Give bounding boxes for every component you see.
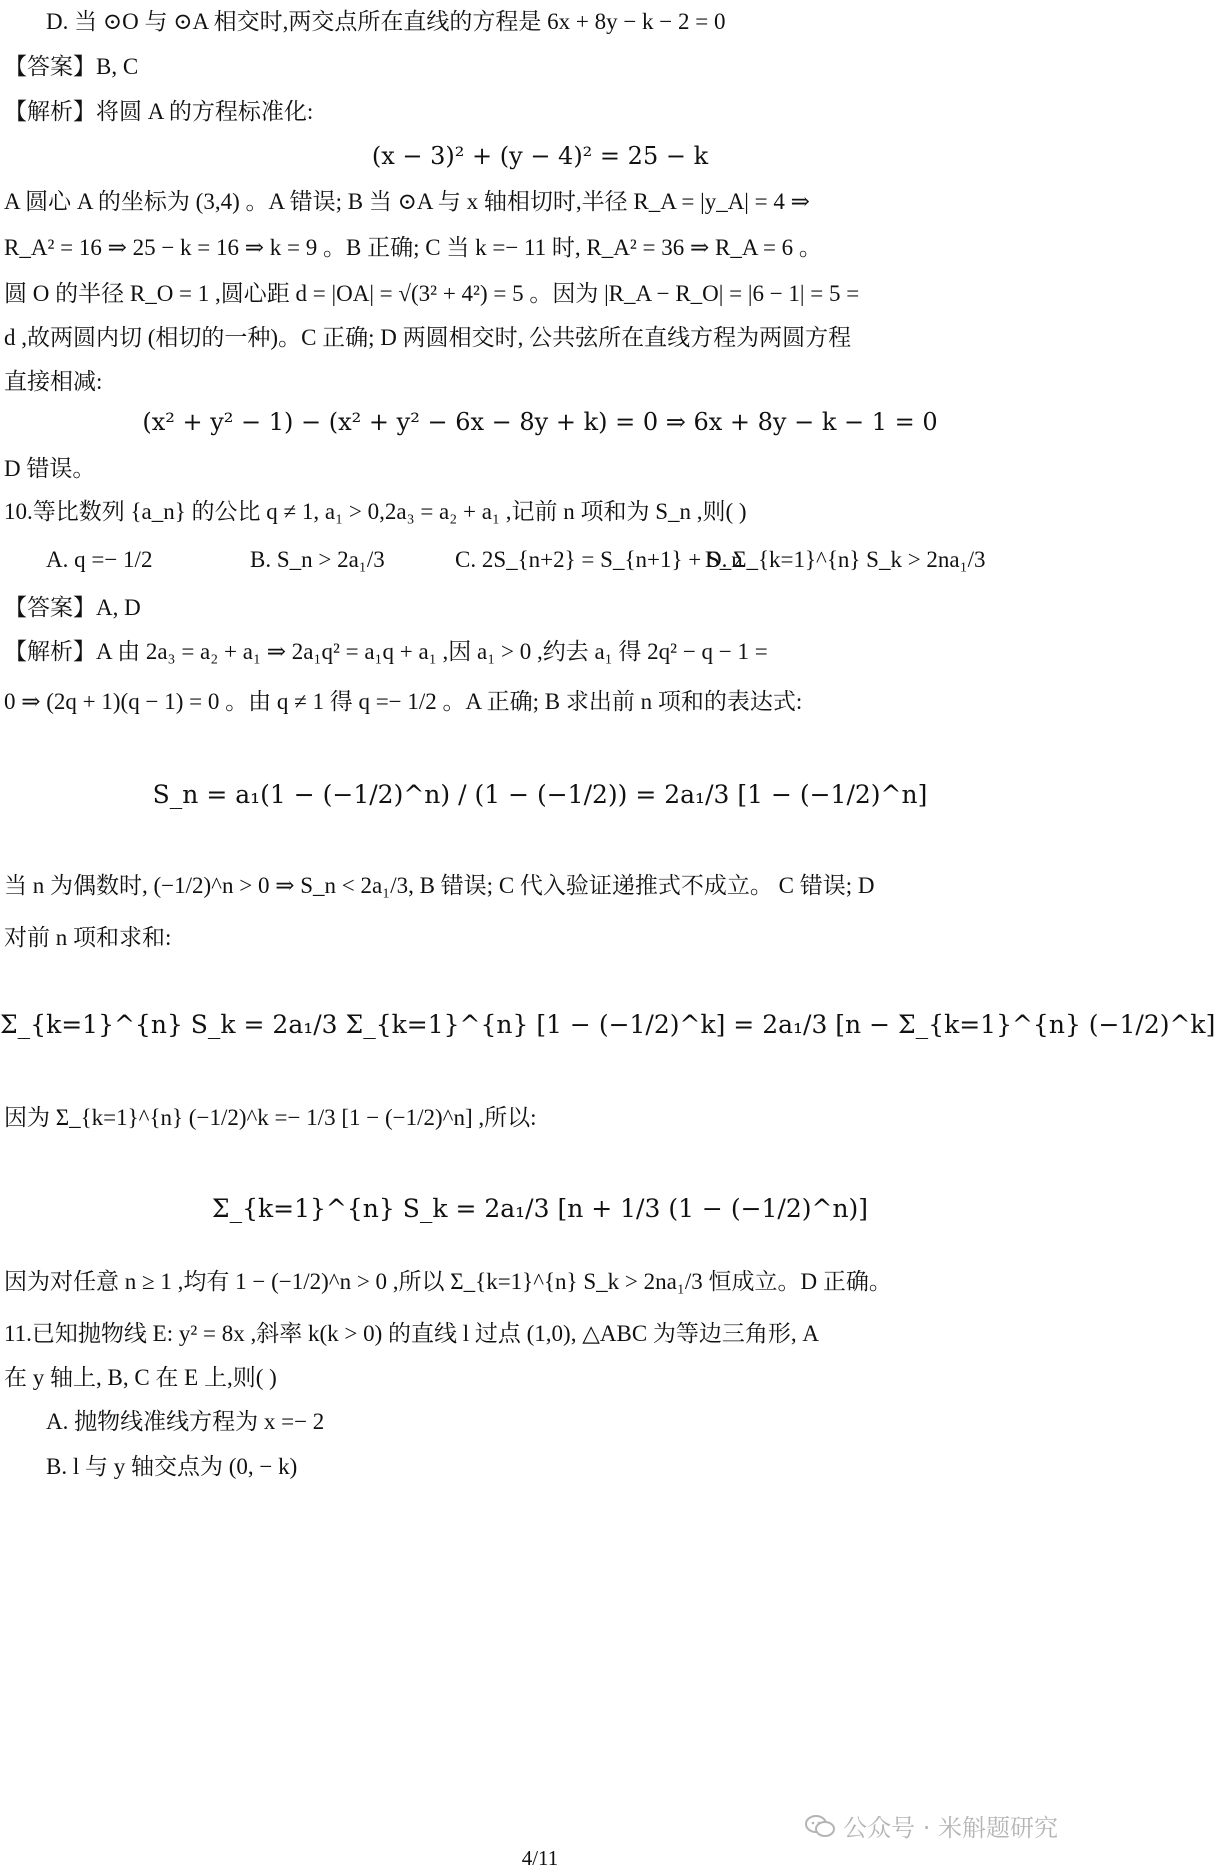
q11-option-b: B. l 与 y 轴交点为 (0, − k)	[46, 1454, 298, 1479]
q10-option-d: D. Σ_{k=1}^{n} S_k > 2na₁/3	[705, 547, 986, 572]
analysis-text: A 由 2a₃ = a₂ + a₁ ⇒ 2a₁q² = a₁q + a₁ ,因 a₁ > 0 ,约去 a₁ 得 2q² − q − 1 =	[96, 639, 768, 664]
page-number: 4/11	[521, 1846, 559, 1870]
q9-analysis-line: 直接相减:	[4, 369, 103, 394]
q10-analysis-line: 因为 Σ_{k=1}^{n} (−1/2)^k =− 1/3 [1 − (−1/2)^n] ,所以:	[4, 1105, 537, 1130]
q10-analysis-line: 因为对任意 n ≥ 1 ,均有 1 − (−1/2)^n > 0 ,所以 Σ_{k=1}^{n} S_k > 2na₁/3 恒成立。D 正确。	[4, 1269, 892, 1294]
q10-analysis-line: 当 n 为偶数时, (−1/2)^n > 0 ⇒ S_n < 2a₁/3, B 错误; C 代入验证递推式不成立。 C 错误; D	[4, 873, 875, 898]
answer-value: B, C	[96, 54, 139, 79]
q9-standard-equation: (x − 3)² + (y − 4)² = 25 − k	[371, 142, 709, 170]
analysis-text: 将圆 A 的方程标准化:	[96, 99, 314, 124]
watermark	[805, 1808, 1058, 1843]
q9-answer	[4, 51, 1072, 83]
q10-sum-result: Σ_{k=1}^{n} S_k = 2a₁/3 [n + 1/3 (1 − (−1/2)^n)]	[211, 1194, 869, 1223]
q10-stem: 10.等比数列 {a_n} 的公比 q ≠ 1, a₁ > 0,2a₃ = a₂ + a₁ ,记前 n 项和为 S_n ,则( )	[4, 499, 747, 524]
analysis-label: 【解析】	[4, 99, 96, 124]
analysis-label: 【解析】	[4, 639, 96, 664]
wechat-icon	[805, 1815, 835, 1837]
answer-label: 【答案】	[4, 595, 96, 620]
q9-analysis-line: 圆 O 的半径 R_O = 1 ,圆心距 d = |OA| = √(3² + 4²) = 5 。因为 |R_A − R_O| = |6 − 1| = 5 =	[4, 281, 860, 306]
q11-stem: 在 y 轴上, B, C 在 E 上,则( )	[4, 1365, 277, 1390]
q10-answer	[4, 592, 1072, 624]
q10-option-c: C. 2S_{n+2} = S_{n+1} + S_n	[455, 547, 743, 572]
q9-analysis-line: A 圆心 A 的坐标为 (3,4) 。A 错误; B 当 ⊙A 与 x 轴相切时,半径 R_A = |y_A| = 4 ⇒	[4, 189, 810, 214]
q10-analysis-line: 0 ⇒ (2q + 1)(q − 1) = 0 。由 q ≠ 1 得 q =− 1/2 。A 正确; B 求出前 n 项和的表达式:	[4, 689, 803, 714]
q9-option-d: D. 当 ⊙O 与 ⊙A 相交时,两交点所在直线的方程是 6x + 8y − k − 2 = 0	[46, 9, 726, 34]
q10-sn-formula: S_n = a₁(1 − (−1/2)^n) / (1 − (−1/2)) = 2a₁/3 [1 − (−1/2)^n]	[152, 780, 928, 809]
q10-option-b: B. S_n > 2a₁/3	[250, 547, 385, 572]
q10-option-a: A. q =− 1/2	[46, 547, 153, 572]
q10-analysis-line	[4, 636, 1072, 668]
q9-subtraction-equation: (x² + y² − 1) − (x² + y² − 6x − 8y + k) = 0 ⇒ 6x + 8y − k − 1 = 0	[142, 408, 938, 436]
q11-option-a: A. 抛物线准线方程为 x =− 2	[46, 1409, 325, 1434]
q9-analysis-intro	[4, 96, 1072, 128]
answer-label: 【答案】	[4, 54, 96, 79]
q9-analysis-line: d ,故两圆内切 (相切的一种)。C 正确; D 两圆相交时, 公共弦所在直线方程为两圆方程	[4, 325, 852, 350]
q9-conclusion: D 错误。	[4, 456, 96, 481]
q11-stem: 11.已知抛物线 E: y² = 8x ,斜率 k(k > 0) 的直线 l 过点 (1,0), △ABC 为等边三角形, A	[4, 1321, 820, 1346]
watermark-text: 公众号 · 米斛题研究	[843, 1814, 1058, 1842]
q10-sum-formula: Σ_{k=1}^{n} S_k = 2a₁/3 Σ_{k=1}^{n} [1 − (−1/2)^k] = 2a₁/3 [n − Σ_{k=1}^{n} (−1/2)^k]	[0, 1010, 1215, 1039]
answer-value: A, D	[96, 595, 141, 620]
q10-analysis-line: 对前 n 项和求和:	[4, 925, 172, 950]
q9-analysis-line: R_A² = 16 ⇒ 25 − k = 16 ⇒ k = 9 。B 正确; C 当 k =− 11 时, R_A² = 36 ⇒ R_A = 6 。	[4, 235, 822, 260]
